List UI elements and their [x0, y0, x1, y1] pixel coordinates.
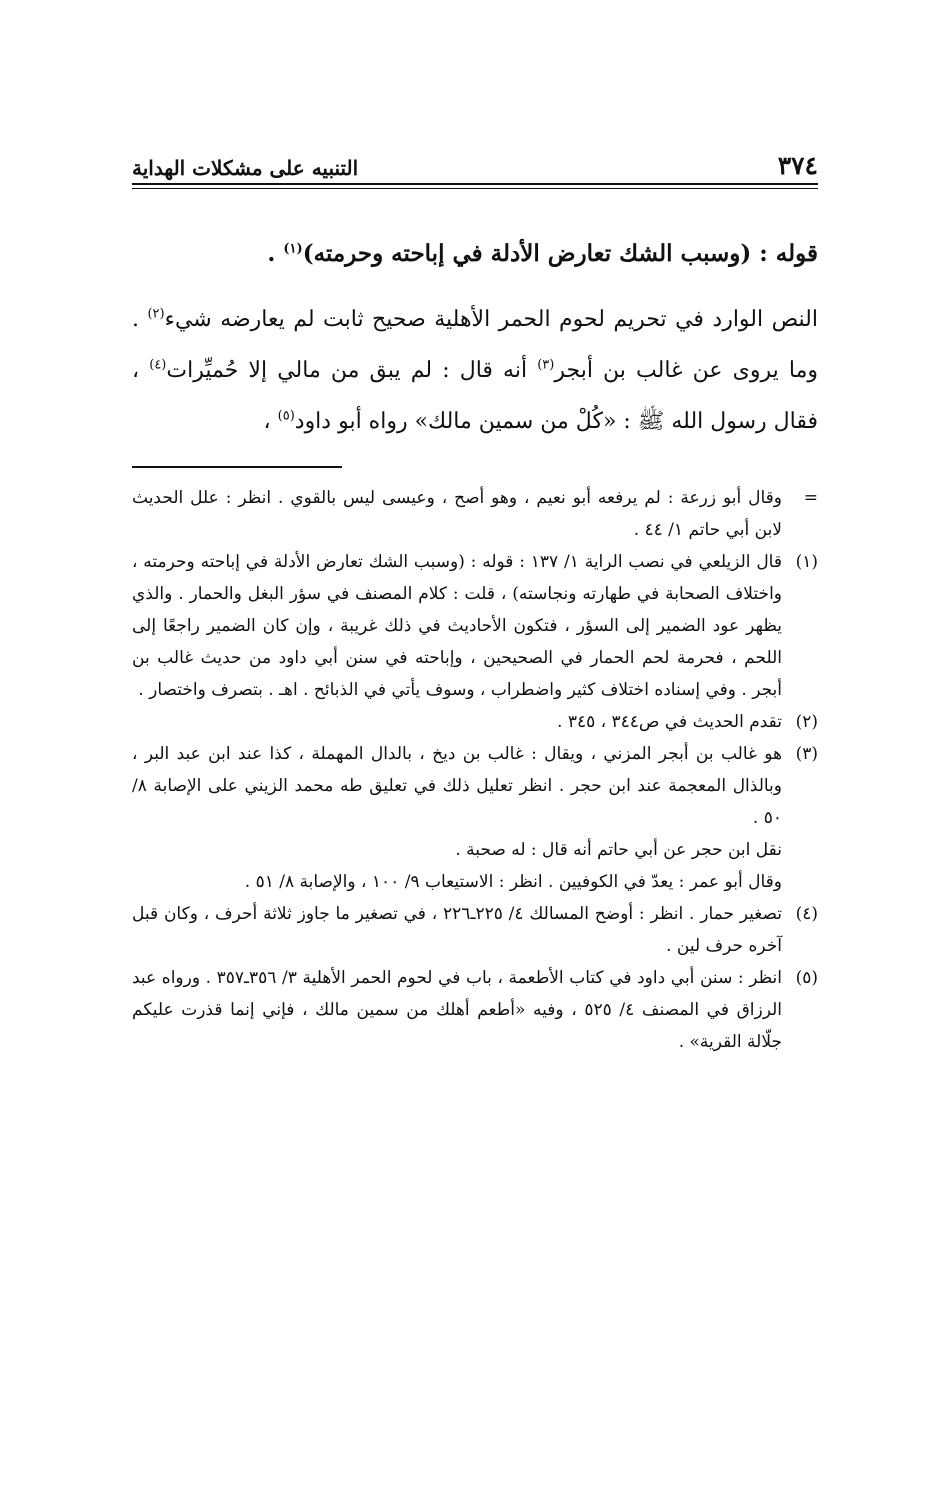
footnote-4: [132, 898, 818, 962]
running-title: التنبيه على مشكلات الهداية: [132, 156, 359, 180]
running-header: [132, 138, 818, 180]
footnote-marker: (٢): [795, 712, 818, 732]
footnote-marker: =: [803, 488, 818, 508]
footnote-marker: (١): [795, 552, 818, 572]
footnote-ref-1: (١): [283, 241, 303, 257]
footnote-continued: [132, 482, 818, 546]
footnote-2: [132, 706, 818, 738]
footnote-text: انظر : سنن أبي داود في كتاب الأطعمة ، باب في لحوم الحمر الأهلية ٣/ ٣٥٦ـ٣٥٧ . ورواه عبد الرزاق في المصنف ٤/ ٥٢٥ ، وفيه «أطعم أهلك من سمين مالك ، فإني إنما قذرت عليكم جلّالة القرية» .: [132, 968, 782, 1052]
body-segment-2: . وما يروى عن غالب بن أبجر: [132, 307, 819, 383]
main-text: [132, 230, 818, 447]
footnote-ref-4: (٤): [149, 357, 167, 373]
footnote-3-extra-2: وقال أبو عمر : يعدّ في الكوفيين . انظر : الاستيعاب ٩/ ١٠٠ ، والإصابة ٨/ ٥١ .: [244, 872, 782, 892]
body-segment-1: النص الوارد في تحريم لحوم الحمر الأهلية صحيح ثابت لم يعارضه شيء: [164, 307, 818, 332]
quoted-statement: [132, 230, 818, 278]
body-segment-5: ،: [263, 409, 278, 434]
quote-end: .: [267, 240, 284, 267]
footnote-text: تصغير حمار . انظر : أوضح المسالك ٤/ ٢٢٥ـ٢٢٦ ، في تصغير ما جاوز ثلاثة أحرف ، وكان قبل آخره حرف لين .: [132, 904, 782, 956]
header-rule: [132, 183, 818, 189]
footnote-3: [132, 738, 818, 834]
footnote-ref-5: (٥): [277, 408, 295, 424]
footnote-3-extra-1: نقل ابن حجر عن أبي حاتم أنه قال : له صحبة .: [455, 840, 782, 860]
footnote-text: وقال أبو زرعة : لم يرفعه أبو نعيم ، وهو أصح ، وعيسى ليس بالقوي . انظر : علل الحديث لابن أبي حاتم ١/ ٤٤ .: [132, 488, 782, 540]
quote-text: قوله : (وسبب الشك تعارض الأدلة في إباحته وحرمته): [302, 240, 818, 267]
footnotes: [132, 482, 818, 1058]
footnote-text: قال الزيلعي في نصب الراية ١/ ١٣٧ : قوله : (وسبب الشك تعارض الأدلة في إباحته وحرمته ، واختلاف الصحابة في طهارته ونجاسته) ، قلت : كلام المصنف في سؤر البغل والحمار . والذي يظهر عود الضمير إلى السؤر ، فتكون الأحاديث في ذلك غريبة ، وإن كان الضمير راجعًا إلى اللحم ، فحرمة لحم الحمار في الصحيحين ، وإباحته في سنن أبي داود من حديث غالب بن أبجر . وفي إسناده اختلاف كثير واضطراب ، وسوف يأتي في الذبائح . اهـ . بتصرف واختصار .: [132, 552, 782, 700]
body-segment-4: ، فقال رسول الله ﷺ : «كُلْ من سمين مالك» رواه أبو داود: [132, 358, 818, 434]
footnote-marker: (٣): [795, 744, 818, 764]
body-segment-3: أنه قال : لم يبق من مالي إلا حُميِّرات: [166, 358, 538, 383]
footnote-ref-3: (٣): [537, 357, 555, 373]
page-number: ٣٧٤: [777, 151, 818, 180]
footnote-marker: (٤): [795, 904, 818, 924]
footnote-5: [132, 962, 818, 1058]
footnote-text: تقدم الحديث في ص٣٤٤ ، ٣٤٥ .: [557, 712, 782, 732]
footnote-ref-2: (٢): [147, 306, 165, 322]
footnote-separator: [132, 466, 342, 468]
footnote-1: [132, 546, 818, 706]
footnote-text: هو غالب بن أبجر المزني ، ويقال : غالب بن ديخ ، بالدال المهملة ، كذا عند ابن عبد البر ، وبالذال المعجمة عند ابن حجر . انظر تعليل ذلك في تعليق طه محمد الزيني على الإصابة ٨/ ٥٠ .: [132, 744, 782, 828]
body-paragraph: [132, 294, 818, 447]
footnote-marker: (٥): [795, 968, 818, 988]
